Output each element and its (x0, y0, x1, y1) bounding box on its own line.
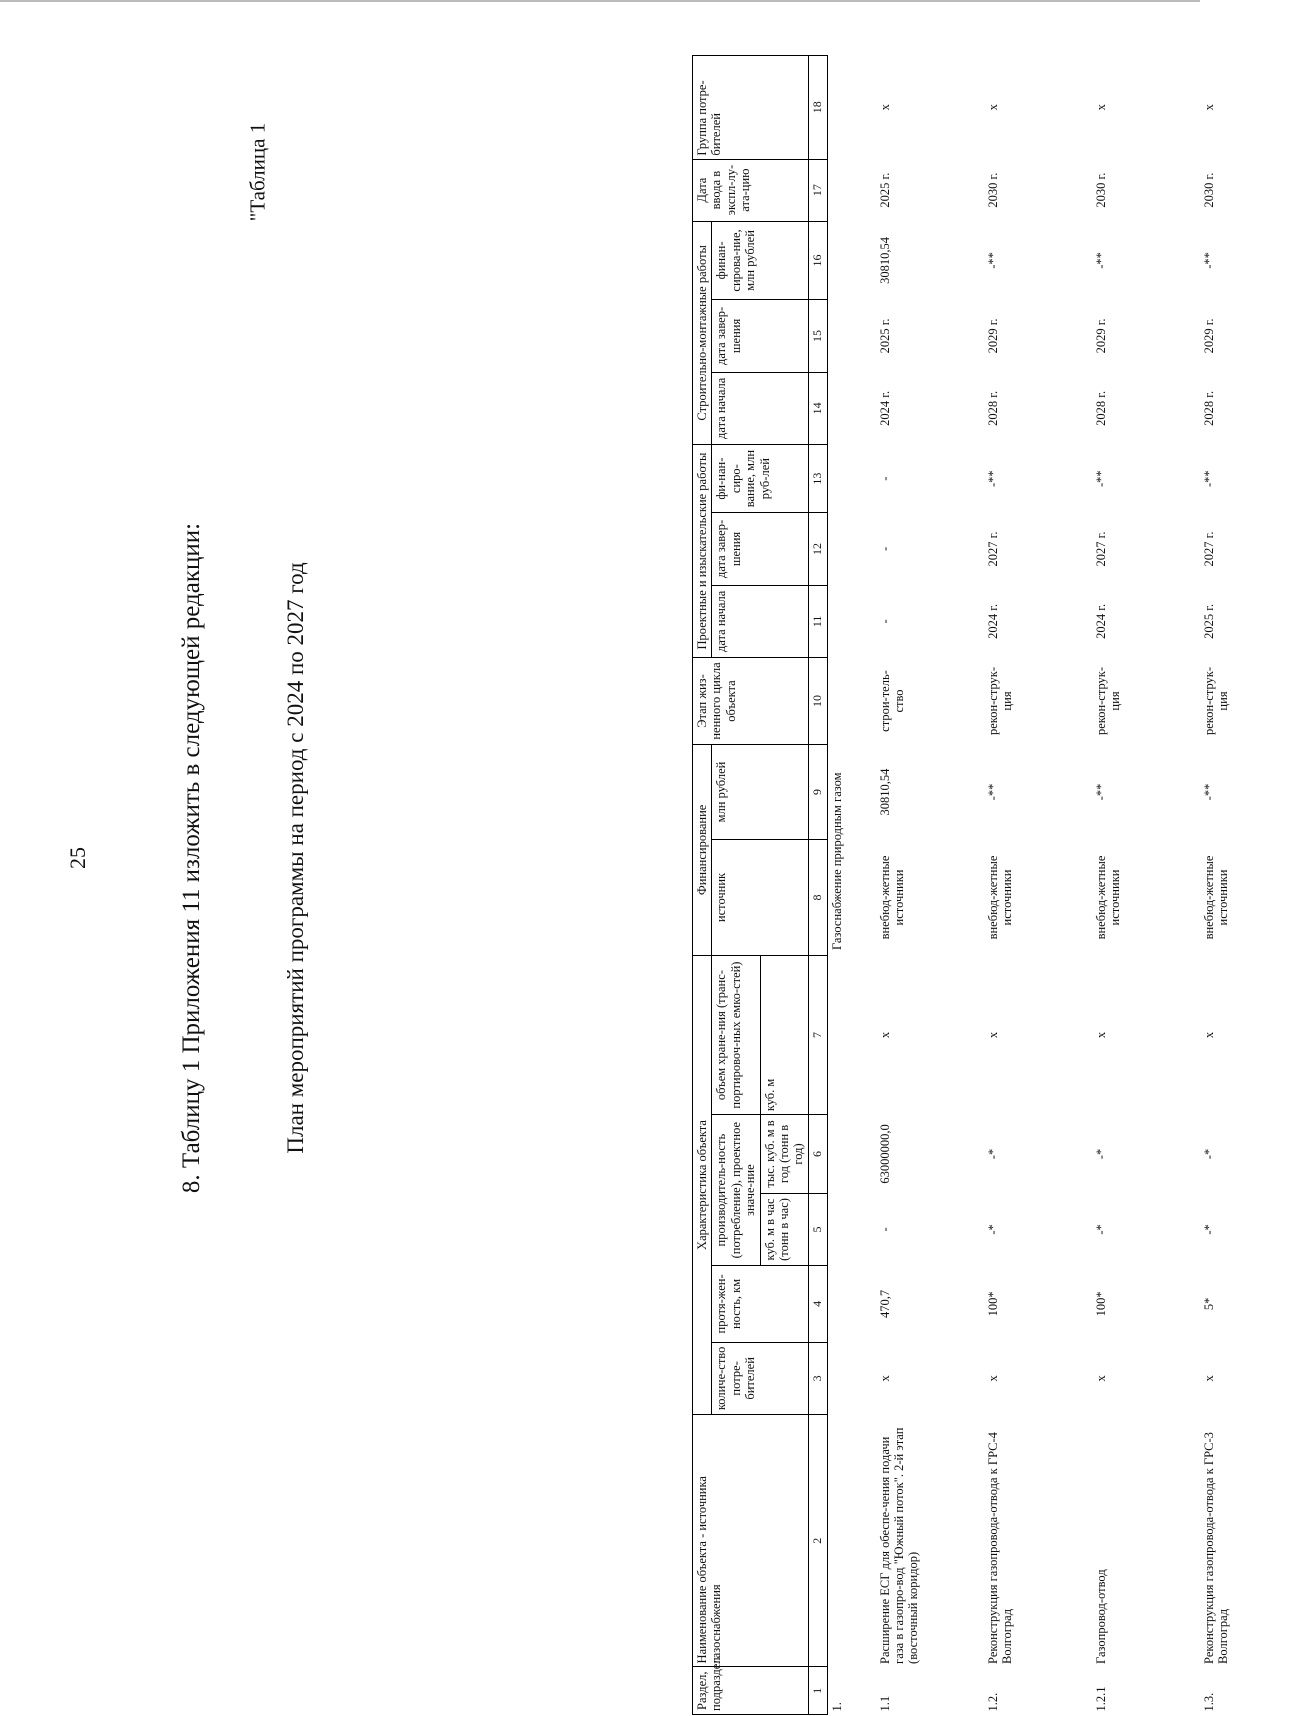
cell-construction-end: 2029 г. (985, 318, 1000, 354)
cell-survey-end: 2027 г. (985, 531, 1000, 567)
cell-thousand-cubic-per-year: 63000000,0 (877, 1124, 892, 1184)
cell-construction-start: 2028 г. (1201, 390, 1216, 426)
cell-cubic-per-hour: -* (985, 1224, 1000, 1235)
column-number: 7 (808, 955, 827, 1114)
cell-storage-volume: х (1093, 1031, 1108, 1039)
plan-table (692, 55, 1308, 1715)
table-label: "Таблица 1 (245, 122, 270, 222)
column-number-row (808, 56, 827, 1715)
header-survey-works: Проектные и изыскательские работы (693, 445, 712, 658)
cell-financing-amount: 30810,54 (877, 768, 892, 816)
section-row (827, 56, 876, 1715)
cell-construction-financing: -** (1201, 252, 1216, 269)
cell-consumers-count: х (985, 1375, 1000, 1382)
cell-consumers-count: х (1093, 1375, 1108, 1382)
section-number: 1. (829, 1702, 844, 1712)
cell-life-cycle: строи-тель-ство (877, 670, 906, 732)
cell-life-cycle: рекон-струк-ция (1201, 666, 1230, 736)
cell-survey-financing: - (877, 476, 892, 481)
column-number: 18 (808, 56, 827, 160)
column-number: 16 (808, 221, 827, 300)
cell-construction-end: 2025 г. (877, 318, 892, 354)
cell-length: 5* (1201, 1297, 1216, 1311)
cell-survey-financing: -** (1201, 470, 1216, 487)
column-number: 1 (808, 1667, 827, 1715)
header-consumers-count: количе-ство потре-бителей (712, 1342, 808, 1414)
cell-construction-start: 2024 г. (877, 390, 892, 426)
header-mln-rub: млн рублей (712, 744, 808, 839)
cell-financing-amount: -** (985, 783, 1000, 801)
column-number: 9 (808, 744, 827, 839)
column-number: 10 (808, 658, 827, 745)
cell-consumer-group: х (985, 104, 1000, 111)
cell-thousand-cubic-per-year: -* (1201, 1148, 1216, 1160)
cell-construction-financing: -** (985, 252, 1000, 269)
cell-construction-end: 2029 г. (1093, 318, 1108, 354)
header-construction-financing: финан-сирова-ние, млн рублей (712, 221, 808, 300)
cell-financing-source: внебюд-жетные источники (985, 855, 1014, 940)
cell-commissioning-date: 2030 г. (1093, 172, 1108, 208)
row-object-name: Реконструкция газопровода-отвода к ГРС-4 Волгоград (985, 1432, 1014, 1664)
header-capacity: производитель-ность (потребление), проектное значе-ние (712, 1115, 760, 1266)
cell-survey-start: 2025 г. (1201, 603, 1216, 639)
page-heading: 8. Таблицу 1 Приложения 11 изложить в следующей редакции: (178, 522, 205, 1194)
column-number: 5 (808, 1193, 827, 1265)
cell-financing-source: внебюд-жетные источники (1093, 855, 1122, 940)
header-storage-volume: объем хране-ния (транс-портировоч-ных емко-стей) (712, 955, 760, 1114)
cell-survey-financing: -** (1093, 470, 1108, 487)
cell-financing-amount: -** (1093, 783, 1108, 801)
table-row (1200, 56, 1308, 1715)
cell-consumer-group: х (877, 104, 892, 111)
column-number: 8 (808, 840, 827, 956)
cell-construction-financing: 30810,54 (877, 237, 892, 284)
header-source: источник (712, 840, 808, 956)
header-consumer-group: Группа потре-бителей (693, 56, 809, 160)
cell-length: 100* (1093, 1291, 1108, 1317)
cell-financing-amount: -** (1201, 783, 1216, 801)
header-thousand-cubic-per-year: тыс. куб. м в год (тонн в год) (760, 1115, 808, 1194)
column-number: 12 (808, 513, 827, 585)
header-section: Раздел, подраздел (693, 1667, 809, 1715)
header-survey-end: дата завер-шения (712, 513, 808, 585)
column-number: 11 (808, 585, 827, 657)
cell-thousand-cubic-per-year: -* (985, 1148, 1000, 1160)
cell-consumer-group: х (1093, 104, 1108, 111)
page-top-edge (0, 0, 1200, 2)
column-number: 3 (808, 1342, 827, 1414)
table-row (984, 56, 1092, 1715)
cell-survey-end: 2027 г. (1201, 531, 1216, 567)
header-survey-start: дата начала (712, 585, 808, 657)
cell-storage-volume: х (877, 1031, 892, 1039)
cell-survey-start: 2024 г. (1093, 603, 1108, 639)
row-number: 1.3. (1201, 1692, 1216, 1712)
cell-commissioning-date: 2030 г. (985, 172, 1000, 208)
cell-survey-end: 2027 г. (1093, 531, 1108, 567)
cell-survey-financing: -** (985, 470, 1000, 487)
row-number: 1.1 (877, 1695, 892, 1712)
header-financing: Финансирование (693, 744, 712, 955)
header-construction-works: Строительно-монтажные работы (693, 221, 712, 444)
cell-survey-start: - (877, 619, 892, 624)
plan-table-container (692, 55, 1252, 1715)
header-length: протя-жен-ность, км (712, 1266, 808, 1343)
cell-storage-volume: х (1201, 1031, 1216, 1039)
column-number: 4 (808, 1266, 827, 1343)
column-number: 13 (808, 445, 827, 513)
cell-consumers-count: х (1201, 1375, 1216, 1382)
row-number: 1.2. (985, 1692, 1000, 1712)
cell-construction-end: 2029 г. (1201, 318, 1216, 354)
column-number: 2 (808, 1415, 827, 1667)
header-cubic-m: куб. м (760, 955, 808, 1114)
section-title: Газоснабжение природным газом (829, 772, 844, 950)
column-number: 6 (808, 1115, 827, 1194)
plan-title: План мероприятий программы на период с 2024 по 2027 год (283, 562, 308, 1154)
cell-survey-start: 2024 г. (985, 603, 1000, 639)
header-life-cycle: Этап жиз-ненного цикла объекта (693, 658, 809, 745)
cell-life-cycle: рекон-струк-ция (1093, 666, 1122, 736)
cell-consumers-count: х (877, 1375, 892, 1382)
cell-construction-start: 2028 г. (985, 390, 1000, 426)
cell-thousand-cubic-per-year: -* (1093, 1148, 1108, 1160)
header-cubic-per-hour: куб. м в час (тонн в час) (760, 1193, 808, 1265)
cell-cubic-per-hour: -* (1201, 1224, 1216, 1235)
cell-construction-start: 2028 г. (1093, 390, 1108, 426)
cell-length: 470,7 (877, 1289, 892, 1318)
row-object-name: Расширение ЕСГ для обеспе-чения подачи газа в газопро-вод "Южный поток". 2-й этап (восточный коридор) (877, 1427, 921, 1664)
page-number: 25 (65, 847, 90, 869)
cell-construction-financing: -** (1093, 252, 1108, 269)
cell-cubic-per-hour: - (877, 1227, 892, 1232)
cell-cubic-per-hour: -* (1093, 1224, 1108, 1235)
header-characteristics: Характеристика объекта (693, 955, 712, 1414)
header-construction-start: дата начала (712, 372, 808, 444)
row-object-name: Газопровод-отвод (1093, 1569, 1108, 1664)
column-number: 14 (808, 372, 827, 444)
cell-commissioning-date: 2025 г. (877, 172, 892, 208)
cell-financing-source: внебюд-жетные источники (1201, 855, 1230, 940)
header-survey-financing: фи-нан-сиро-вание, млн руб-лей (712, 445, 808, 513)
header-construction-end: дата завер-шения (712, 300, 808, 372)
cell-storage-volume: х (985, 1031, 1000, 1039)
row-number: 1.2.1 (1093, 1686, 1108, 1712)
table-row (1092, 56, 1200, 1715)
column-number: 17 (808, 159, 827, 221)
cell-length: 100* (985, 1291, 1000, 1317)
row-object-name: Реконструкция газопровода-отвода к ГРС-3 Волгоград (1201, 1432, 1230, 1664)
header-commissioning-date: Дата ввода в экспл-лу-ата-цию (693, 159, 809, 221)
cell-consumer-group: х (1201, 104, 1216, 111)
cell-commissioning-date: 2030 г. (1201, 172, 1216, 208)
cell-financing-source: внебюд-жетные источники (877, 855, 906, 940)
cell-life-cycle: рекон-струк-ция (985, 666, 1014, 736)
header-object-name: Наименование объекта - источника газоснабжения (693, 1415, 809, 1667)
column-number: 15 (808, 300, 827, 372)
table-row (876, 56, 984, 1715)
cell-survey-end: - (877, 546, 892, 552)
